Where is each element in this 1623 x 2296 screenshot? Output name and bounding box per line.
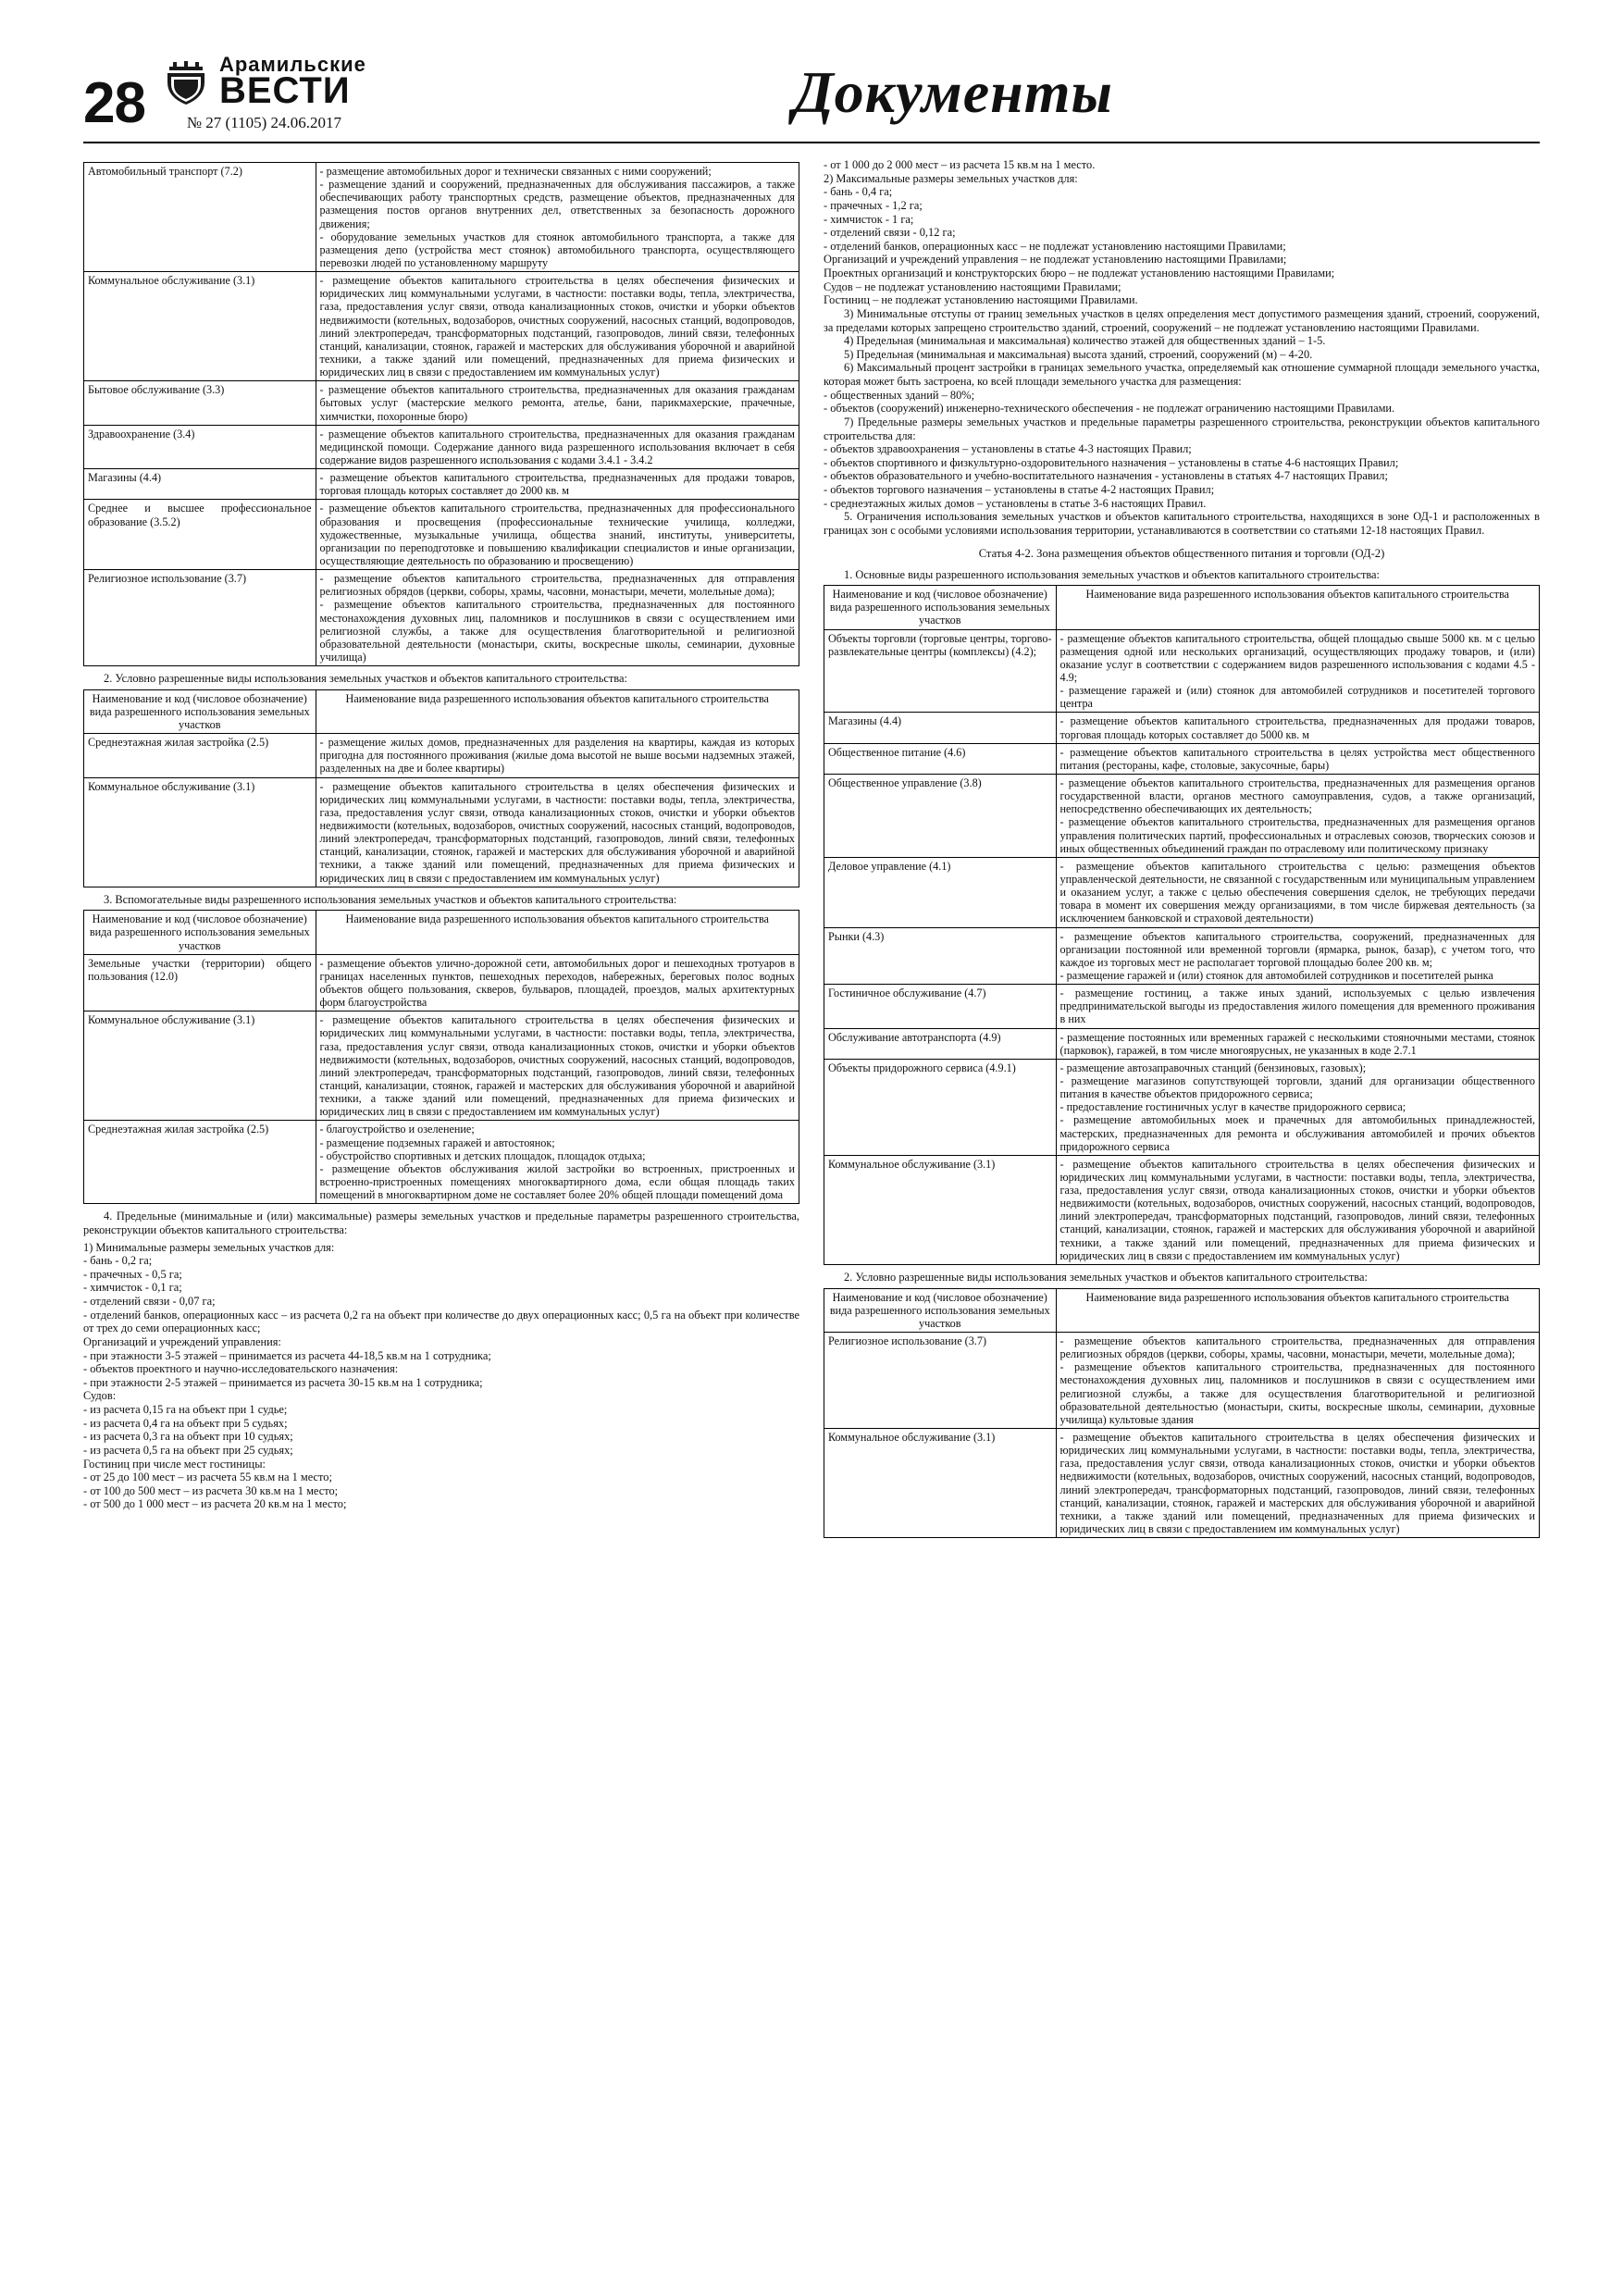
use-name-cell: Автомобильный транспорт (7.2) [84,163,316,272]
use-name-cell: Среднее и высшее профессиональное образование (3.5.2) [84,500,316,570]
table-row [824,857,1540,927]
table-row [824,629,1540,713]
logo-top-word: Арамильские [218,53,366,76]
use-description-cell: - размещение объектов капитального строительства, общей площадью свыше 5000 кв. м с целью размещения одной или нескольких организаций, осуществляющих продажу товаров, и (или) оказание услуг в соответствии с содержанием видов разрешенного использования с кодами 4.5 - 4.9; - размещение гаражей и (или) стоянок для автомобилей сотрудников и посетителей торгового центра [1056,629,1539,713]
text-line: - отделений связи - 0,07 га; [83,1295,216,1309]
use-description-cell: - размещение гостиниц, а также иных зданий, используемых с целью извлечения предпринимательской выгоды из предоставления жилого помещения для временного проживания в них [1056,985,1539,1028]
text-line: Судов – не подлежат установлению настоящими Правилами; [824,279,1121,293]
coat-of-arms-icon [162,60,210,108]
text-line: Проектных организаций и конструкторских бюро – не подлежат установлению настоящими Правилами; [824,267,1335,280]
text-line: - химчисток - 0,1 га; [83,1281,182,1295]
col-header-desc: Наименование вида разрешенного использования объектов капитального строительства [316,689,799,733]
col-header-name: Наименование и код (числовое обозначение) вида разрешенного использования земельных участков [824,1288,1057,1332]
table-row [84,954,799,1011]
table-row [84,570,799,666]
use-description-cell: - благоустройство и озеленение; - размещение подземных гаражей и автостоянок; - обустройство спортивных и детских площадок, площадок отдыха; - размещение объектов обслуживания жилой застройки во встроенных, пристроенных и встроенно-пристроенных помещениях многоквартирного дома, если общая площадь таких помещений в многоквартирном доме не составляет более 20% общей площади помещений дома [316,1121,799,1204]
use-description-cell: - размещение объектов капитального строительства, предназначенных для размещения органов государственной власти, органов местного самоуправления, судов, а также организаций, непосредственно обеспечивающих их деятельность; - размещение объектов капитального строительства, предназначенных для размещения органов управления политических партий, профессиональных и отраслевых союзов, творческих союзов и иных общественных объединений граждан по отраслевому или политическому признаку [1056,774,1539,857]
right-column [824,158,1540,1544]
right-intro-1: 1. Основные виды разрешенного использования земельных участков и объектов капитального строительства: [844,567,1380,581]
text-line: - прачечных - 1,2 га; [824,198,923,212]
table-row [84,777,799,887]
text-line: Организаций и учреждений управления: [83,1334,281,1348]
article-title-od2: Статья 4-2. Зона размещения объектов общественного питания и торговли (ОД-2) [978,546,1385,560]
text-paragraph: 5) Предельная (минимальная и максимальная) высота зданий, строений, сооружений (м) – 4-20. [844,347,1313,361]
table-row [84,1121,799,1204]
table-row [84,163,799,272]
text-line: - из расчета 0,15 га на объект при 1 судье; [83,1403,288,1417]
use-name-cell: Среднеэтажная жилая застройка (2.5) [84,734,316,777]
use-name-cell: Объекты придорожного сервиса (4.9.1) [824,1059,1057,1155]
table-header-row [84,689,799,733]
use-name-cell: Коммунальное обслуживание (3.1) [84,272,316,381]
table-row [824,1028,1540,1059]
use-name-cell: Рынки (4.3) [824,927,1057,985]
use-description-cell: - размещение объектов капитального строительства, предназначенных для оказания гражданам медицинской помощи. Содержание данного вида разрешенного использования включает в себя содержание видов разрешенного использования с кодами 3.4.1 - 3.4.2 [316,425,799,468]
use-name-cell: Здравоохранение (3.4) [84,425,316,468]
use-name-cell: Коммунальное обслуживание (3.1) [824,1155,1057,1264]
use-name-cell: Религиозное использование (3.7) [84,570,316,666]
left-column [83,158,799,1544]
table-row [824,774,1540,857]
col-header-name: Наименование и код (числовое обозначение) вида разрешенного использования земельных участков [84,689,316,733]
use-description-cell: - размещение автомобильных дорог и технически связанных с ними сооружений; - размещение зданий и сооружений, предназначенных для обслуживания пассажиров, а также обеспечивающих работу транспортных средств, размещение объектов, предназначенных для размещения постов органов внутренних дел, ответственных за безопасность дорожного движения; - оборудование земельных участков для стоянок автомобильного транспорта, а также для размещения депо (устройства мест стоянок) автомобильного транспорта, осуществляющего перевозки людей по установленному маршруту [316,163,799,272]
table-row [84,500,799,570]
use-name-cell: Коммунальное обслуживание (3.1) [84,1011,316,1121]
text-paragraph: 7) Предельные размеры земельных участков и предельные параметры разрешенного строительства, реконструкции объектов капитального строительства для: [824,415,1540,442]
text-paragraph: - среднеэтажных жилых домов – установлены в статье 3-6 настоящих Правил. [824,496,1207,510]
table-row [84,272,799,381]
table-main-uses-od2 [824,585,1540,1265]
text-line: - при этажности 2-5 этажей – принимается из расчета 30-15 кв.м на 1 сотрудника; [83,1375,483,1389]
right-intro-2: 2. Условно разрешенные виды использования земельных участков и объектов капитального строительства: [844,1270,1368,1284]
newspaper-logo [162,53,366,132]
use-description-cell: - размещение объектов капитального строительства, предназначенных для отправления религиозных обрядов (церкви, соборы, храмы, часовни, монастыри, мечети, молельные дома); - размещение объектов капитального строительства, предназначенных для постоянного местонахождения духовных лиц, паломников и послушников в связи с осуществлением ими религиозной службы, а также для осуществления благотворительной и религиозной образовательной деятельностью (монастыри, скиты, воскресные школы, семинарии, духовные училища) культовые здания [1056,1332,1539,1428]
table-row [84,1011,799,1121]
table-row [824,985,1540,1028]
use-description-cell: - размещение объектов капитального строительства, предназначенных для отправления религиозных обрядов (церкви, соборы, храмы, часовни, монастыри, мечети, молельные дома); - размещение объектов капитального строительства, предназначенных для постоянного местонахождения духовных лиц, паломников и послушников в связи с осуществлением ими религиозной службы, а также для осуществления благотворительной и религиозной образовательной деятельности (монастыри, скиты, воскресные школы, семинарии, духовные училища) [316,570,799,666]
text-line: - химчисток - 1 га; [824,212,914,226]
table-row [84,734,799,777]
text-line: - объектов проектного и научно-исследовательского назначения: [83,1362,399,1376]
text-paragraph: - объектов образовательного и учебно-воспитательного назначения - установлены в статьях 4-7 настоящих Правил; [824,469,1388,483]
text-line: - бань - 0,4 га; [824,185,893,199]
table-row [824,1332,1540,1428]
section-title: Документы [792,59,1113,126]
text-line: - отделений банков, операционных касс – из расчета 0,2 га на объект при количестве до двух операционных касс; 0,5 га на объект при количестве от трех до семи операционных касс; [83,1308,799,1335]
table-row [824,1155,1540,1264]
page-number: 28 [83,71,145,136]
left-list-4 [83,1241,799,1512]
use-name-cell: Земельные участки (территории) общего пользования (12.0) [84,954,316,1011]
table-header-row [824,586,1540,629]
use-description-cell: - размещение объектов капитального строительства в целях устройства мест общественного питания (рестораны, кафе, столовые, закусочные, бары) [1056,743,1539,774]
text-paragraph: - объектов спортивного и физкультурно-оздоровительного назначения – установлены в статье 4-6 настоящих Правил; [824,455,1399,469]
col-header-desc: Наименование вида разрешенного использования объектов капитального строительства [316,911,799,954]
page-columns [0,143,1623,1581]
table-header-row [824,1288,1540,1332]
text-line: - отделений банков, операционных касс – не подлежат установлению настоящими Правилами; [824,239,1286,253]
left-intro-2: 2. Условно разрешенные виды использования земельных участков и объектов капитального строительства: [104,672,627,686]
text-line: Судов: [83,1389,117,1403]
use-description-cell: - размещение объектов капитального строительства в целях обеспечения физических и юридических лиц коммунальными услугами, в частности: поставки воды, тепла, электричества, газа, предоставления услуг связи, отвода канализационных стоков, очистки и уборки объектов недвижимости (котельных, водозаборов, очистных сооружений, насосных станций, водопроводов, линий электропередач, трансформаторных подстанций, газопроводов, линий связи, телефонных станций, канализации, стоянок, гаражей и мастерских для обслуживания уборочной и аварийной техники, а также зданий или помещений, предназначенных для приема физических и юридических лиц в связи с предоставлением им коммунальных услуг) [316,777,799,887]
left-para-4: 4. Предельные (минимальные и (или) максимальные) размеры земельных участков и предельные параметры разрешенного строительства, реконструкции объектов капитального строительства: [83,1210,799,1236]
table-conditional-uses-od2 [824,1288,1540,1539]
use-name-cell: Магазины (4.4) [84,469,316,500]
table-row [824,1428,1540,1537]
use-name-cell: Религиозное использование (3.7) [824,1332,1057,1428]
text-line: - из расчета 0,5 га на объект при 25 судьях; [83,1443,293,1457]
text-line: - при этажности 3-5 этажей – принимается из расчета 44-18,5 кв.м на 1 сотрудника; [83,1348,491,1362]
table-row [84,469,799,500]
use-description-cell: - размещение объектов капитального строительства, предназначенных для оказания гражданам бытовых услуг (мастерские мелкого ремонта, ателье, бани, парикмахерские, прачечные, химчистки, похоронные бюро) [316,381,799,425]
text-paragraph: - объектов здравоохранения – установлены в статье 4-3 настоящих Правил; [824,442,1192,456]
table-main-uses-od1 [83,162,799,666]
text-line: Гостиниц при числе мест гостиницы: [83,1457,266,1471]
text-line: 1) Минимальные размеры земельных участков для: [83,1240,335,1254]
text-line: Организаций и учреждений управления – не подлежат установлению настоящими Правилами; [824,253,1287,267]
text-line: - из расчета 0,4 га на объект при 5 судьях; [83,1416,288,1430]
use-name-cell: Объекты торговли (торговые центры, торгово-развлекательные центры (комплексы) (4.2); [824,629,1057,713]
table-auxiliary-uses-od1 [83,910,799,1204]
text-line: - отделений связи - 0,12 га; [824,226,956,240]
use-name-cell: Магазины (4.4) [824,713,1057,743]
col-header-name: Наименование и код (числовое обозначение) вида разрешенного использования земельных участков [824,586,1057,629]
text-paragraph: - объектов торгового назначения – установлены в статье 4-2 настоящих Правил; [824,483,1215,497]
use-name-cell: Обслуживание автотранспорта (4.9) [824,1028,1057,1059]
table-conditional-uses-od1 [83,689,799,887]
table-row [824,927,1540,985]
text-line: - от 25 до 100 мест – из расчета 55 кв.м на 1 место; [83,1471,332,1484]
use-name-cell: Среднеэтажная жилая застройка (2.5) [84,1121,316,1204]
use-description-cell: - размещение объектов капитального строительства, предназначенных для продажи товаров, торговая площадь которых составляет до 5000 кв. м [1056,713,1539,743]
use-description-cell: - размещение жилых домов, предназначенных для разделения на квартиры, каждая из которых пригодна для постоянного проживания (жилые дома высотой не выше восьми надземных этажей, разделенных на две и более квартиры) [316,734,799,777]
text-line: - бань - 0,2 га; [83,1254,153,1268]
text-line: Гостиниц – не подлежат установлению настоящими Правилами. [824,293,1138,307]
col-header-desc: Наименование вида разрешенного использования объектов капитального строительства [1056,1288,1539,1332]
text-line: - из расчета 0,3 га на объект при 10 судьях; [83,1430,293,1444]
table-row [824,1059,1540,1155]
text-line: - от 100 до 500 мест – из расчета 30 кв.м на 1 место; [83,1483,339,1497]
col-header-desc: Наименование вида разрешенного использования объектов капитального строительства [1056,586,1539,629]
table-row [84,381,799,425]
masthead [0,0,1623,136]
use-description-cell: - размещение автозаправочных станций (бензиновых, газовых); - размещение магазинов сопутствующей торговли, зданий для организации общественного питания в качестве объектов придорожного сервиса; - предоставление гостиничных услуг в качестве придорожного сервиса; - размещение автомобильных моек и прачечных для автомобильных принадлежностей, мастерских, предназначенных для ремонта и обслуживания автомобилей и прочих объектов придорожного сервиса [1056,1059,1539,1155]
use-description-cell: - размещение объектов капитального строительства с целью: размещения объектов управленческой деятельности, не связанной с государственным или муниципальным управлением и оказанием услуг, а также с целью обеспечения совершения сделок, не требующих передачи товара в момент их совершения между организациями, в том числе биржевая деятельность (за исключением банковской и страховой деятельности) [1056,857,1539,927]
use-description-cell: - размещение объектов капитального строительства, предназначенных для профессионального образования и просвещения (профессиональные технические училища, колледжи, художественные, музыкальные училища, общества знаний, институты, университеты, организации по переподготовке и повышению квалификации специалистов и иные организации, осуществляющие деятельность по образованию и просвещению) [316,500,799,570]
text-paragraph: 6) Максимальный процент застройки в границах земельного участка, определяемый как отношение суммарной площади земельного участка, которая может быть застроена, ко всей площади земельного участка для размещения: [824,361,1540,389]
text-line: - прачечных - 0,5 га; [83,1267,182,1281]
text-line: - от 500 до 1 000 мест – из расчета 20 кв.м на 1 место; [83,1497,347,1511]
use-description-cell: - размещение объектов капитального строительства в целях обеспечения физических и юридических лиц коммунальными услугами, в частности: поставки воды, тепла, электричества, газа, предоставления услуг связи, отвода канализационных стоков, очистки и уборки объектов недвижимости (котельных, водозаборов, очистных сооружений, насосных станций, водопроводов, линий электропередач, трансформаторных подстанций, газопроводов, линий связи, телефонных станций, канализации, стоянок, гаражей и мастерских для обслуживания уборочной и аварийной техники, а также зданий или помещений, предназначенных для приема физических и юридических лиц в связи с предоставлением им коммунальных услуг) [1056,1155,1539,1264]
use-description-cell: - размещение объектов капитального строительства, предназначенных для продажи товаров, торговая площадь которых составляет до 2000 кв. м [316,469,799,500]
use-name-cell: Общественное питание (4.6) [824,743,1057,774]
col-header-name: Наименование и код (числовое обозначение) вида разрешенного использования земельных участков [84,911,316,954]
use-name-cell: Общественное управление (3.8) [824,774,1057,857]
text-line: 2) Максимальные размеры земельных участков для: [824,171,1078,185]
table-row [824,713,1540,743]
use-name-cell: Коммунальное обслуживание (3.1) [824,1428,1057,1537]
text-line: - от 1 000 до 2 000 мест – из расчета 15 кв.м на 1 место. [824,158,1096,172]
issue-line: № 27 (1105) 24.06.2017 [186,114,341,132]
use-name-cell: Деловое управление (4.1) [824,857,1057,927]
use-description-cell: - размещение постоянных или временных гаражей с несколькими стояночными местами, стоянок (парковок), гаражей, в том числе многоярусных, не указанных в коде 2.7.1 [1056,1028,1539,1059]
text-paragraph: - общественных зданий – 80%; [824,388,975,402]
use-description-cell: - размещение объектов улично-дорожной сети, автомобильных дорог и пешеходных тротуаров в границах населенных пунктов, пешеходных переходов, набережных, береговых полос водных объектов общего пользования, скверов, бульваров, площадей, проездов, малых архитектурных форм благоустройства [316,954,799,1011]
text-paragraph: 5. Ограничения использования земельных участков и объектов капитального строительства, находящихся в зоне ОД-1 и расположенных в границах зон с особыми условиями использования территории, устанавливаются в соответствии со статьями 12-18 настоящих Правил. [824,510,1540,537]
use-description-cell: - размещение объектов капитального строительства в целях обеспечения физических и юридических лиц коммунальными услугами, в частности: поставки воды, тепла, электричества, газа, предоставления услуг связи, отвода канализационных стоков, очистки и уборки объектов недвижимости (котельных, водозаборов, очистных сооружений, насосных станций, водопроводов, линий электропередач, трансформаторных подстанций, газопроводов, линий связи, телефонных станций, канализации, стоянок, гаражей и мастерских для обслуживания уборочной и аварийной техники, а также зданий или помещений, предназначенных для приема физических и юридических лиц в связи с предоставлением им коммунальных услуг) [316,1011,799,1121]
use-description-cell: - размещение объектов капитального строительства в целях обеспечения физических и юридических лиц коммунальными услугами, в частности: поставки воды, тепла, электричества, газа, предоставления услуг связи, отвода канализационных стоков, очистки и уборки объектов недвижимости (котельных, водозаборов, очистных сооружений, насосных станций, водопроводов, линий электропередач, трансформаторных подстанций, газопроводов, линий связи, телефонных станций, канализации, стоянок, гаражей и мастерских для обслуживания уборочной и аварийной техники, а также зданий или помещений, предназначенных для приема физических и юридических лиц в связи с предоставлением им коммунальных услуг) [1056,1428,1539,1537]
table-header-row [84,911,799,954]
text-paragraph: 4) Предельная (минимальная и максимальная) количество этажей для общественных зданий – 1-5. [844,334,1326,348]
use-name-cell: Гостиничное обслуживание (4.7) [824,985,1057,1028]
use-description-cell: - размещение объектов капитального строительства в целях обеспечения физических и юридических лиц коммунальными услугами, в частности: поставки воды, тепла, электричества, газа, предоставления услуг связи, отвода канализационных стоков, очистки и уборки объектов недвижимости (котельных, водозаборов, очистных сооружений, насосных станций, водопроводов, линий электропередач, трансформаторных подстанций, газопроводов, линий связи, телефонных станций, канализации, стоянок, гаражей и мастерских для обслуживания уборочной и аварийной техники, а также зданий или помещений, предназначенных для приема физических и юридических лиц в связи с предоставлением им коммунальных услуг) [316,272,799,381]
use-name-cell: Коммунальное обслуживание (3.1) [84,777,316,887]
right-top-list [824,158,1540,307]
text-paragraph: - объектов (сооружений) инженерно-технического обеспечения - не подлежат ограничению настоящими Правилами. [824,402,1395,416]
left-intro-3: 3. Вспомогательные виды разрешенного использования земельных участков и объектов капитального строительства: [104,892,677,906]
text-paragraph: 3) Минимальные отступы от границ земельных участков в целях определения мест допустимого размещения зданий, строений, сооружений, за пределами которых запрещено строительство зданий, строений, сооружений – не подлежат установлению настоящими Правилами. [824,306,1540,334]
table-row [824,743,1540,774]
use-name-cell: Бытовое обслуживание (3.3) [84,381,316,425]
logo-bottom-word: ВЕСТИ [218,70,351,112]
right-paragraphs [824,307,1540,538]
table-row [84,425,799,468]
use-description-cell: - размещение объектов капитального строительства, сооружений, предназначенных для организации постоянной или временной торговли (ярмарка, рынок, базар), с учетом того, что каждое из торговых мест не располагает торговой площадью более 200 кв. м; - размещение гаражей и (или) стоянок для автомобилей сотрудников и посетителей рынка [1056,927,1539,985]
